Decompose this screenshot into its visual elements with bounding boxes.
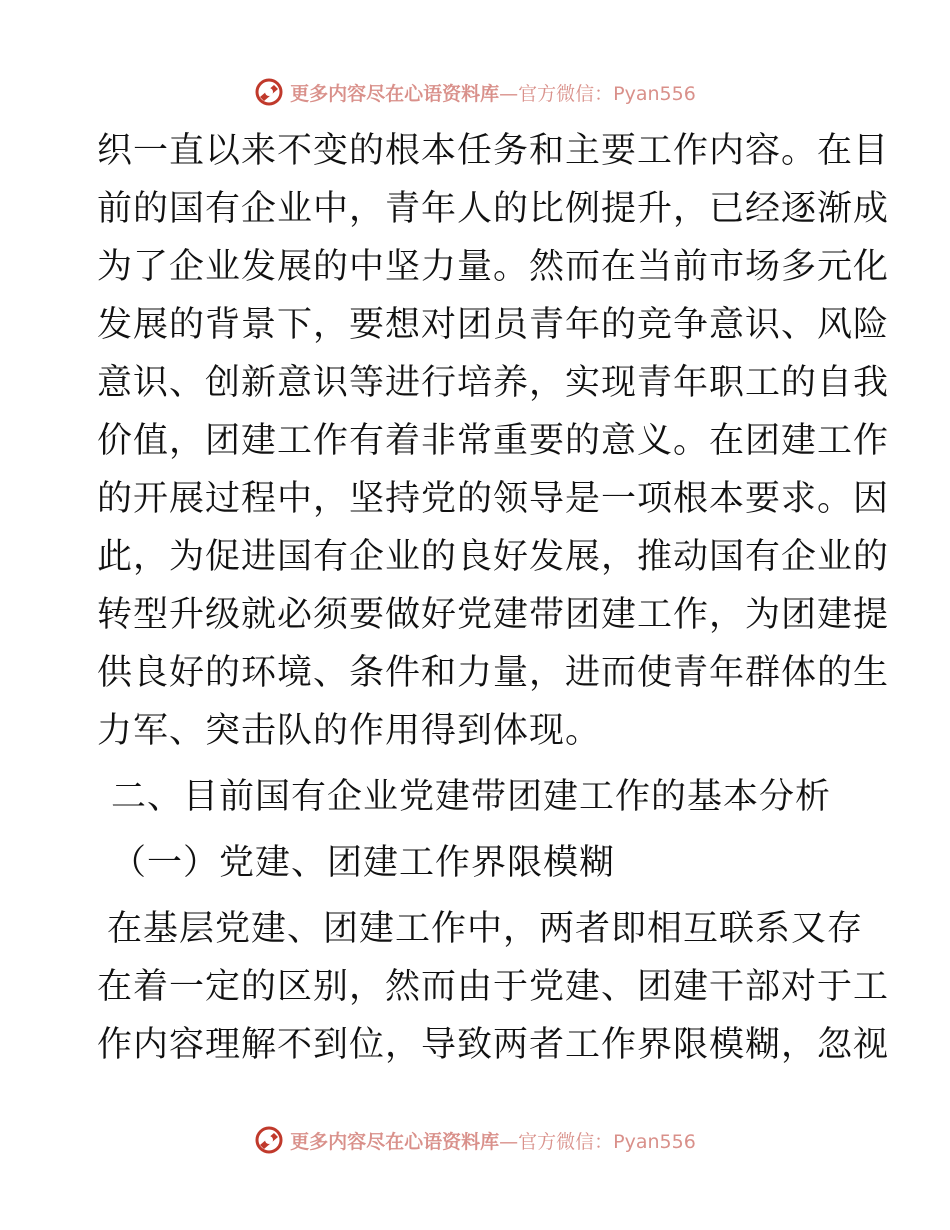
document-body [97, 122, 890, 1074]
text-line: 价值，团建工作有着非常重要的意义。在团建工作 [97, 421, 890, 461]
text-line: 作内容理解不到位，导致两者工作界限模糊，忽视 [97, 1025, 890, 1065]
text-line: 供良好的环境、条件和力量，进而使青年群体的生 [97, 653, 890, 693]
banner-source-text: 更多内容尽在心语资料库 [290, 82, 500, 105]
text-line: 前的国有企业中，青年人的比例提升，已经逐渐成 [97, 189, 890, 229]
text-line: 为了企业发展的中坚力量。然而在当前市场多元化 [97, 247, 890, 287]
header-banner [0, 72, 950, 112]
subsection-heading: （一）党建、团建工作界限模糊 [111, 843, 616, 883]
paragraph-1 [97, 122, 890, 760]
text-line: 织一直以来不变的根本任务和主要工作内容。在目 [97, 131, 890, 171]
banner-wechat-text: —官方微信：Pyan556 [499, 1130, 696, 1153]
text-line: 此，为促进国有企业的良好发展，推动国有企业的 [97, 537, 890, 577]
text-line: 转型升级就必须要做好党建带团建工作，为团建提 [97, 595, 890, 635]
footer-banner [0, 1120, 950, 1160]
banner-wechat-text: —官方微信：Pyan556 [499, 82, 696, 105]
text-line: 意识、创新意识等进行培养，实现青年职工的自我 [97, 363, 890, 403]
text-line: 在着一定的区别，然而由于党建、团建干部对于工 [97, 967, 890, 1007]
text-line: 力军、突击队的作用得到体现。 [97, 711, 602, 751]
logo-icon [254, 1125, 284, 1155]
text-line: 的开展过程中，坚持党的领导是一项根本要求。因 [97, 479, 890, 519]
paragraph-2 [97, 900, 890, 1074]
text-line: 发展的背景下，要想对团员青年的竞争意识、风险 [97, 305, 890, 345]
logo-icon [254, 77, 284, 107]
banner-source-text: 更多内容尽在心语资料库 [290, 1130, 500, 1153]
text-line: 在基层党建、团建工作中，两者即相互联系又存 [107, 909, 864, 949]
section-heading: 二、目前国有企业党建带团建工作的基本分析 [111, 777, 832, 817]
